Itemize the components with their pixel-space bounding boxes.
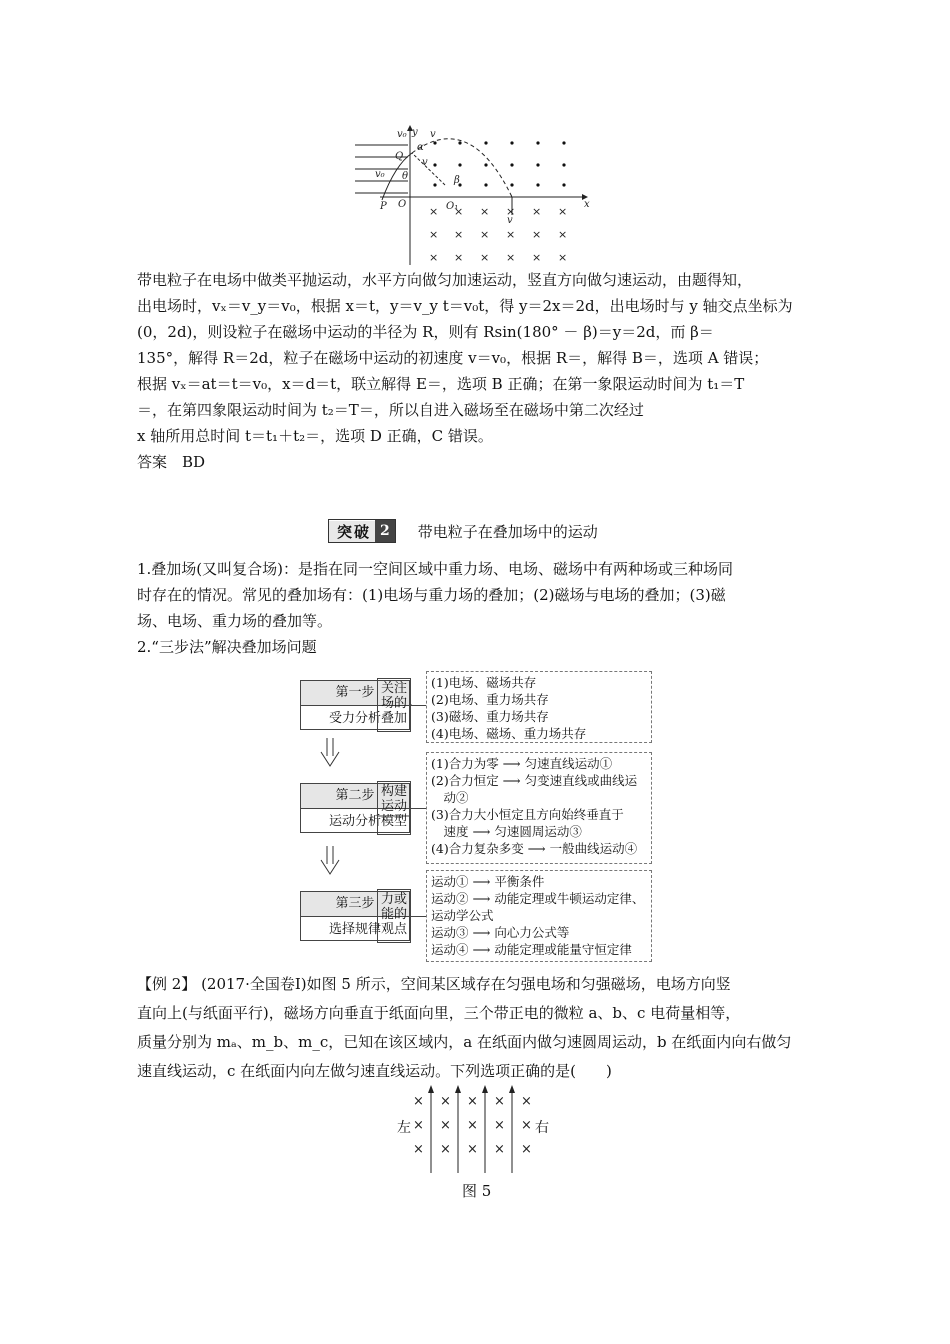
svg-text:×: × bbox=[521, 1142, 532, 1157]
step-3-options bbox=[426, 870, 652, 962]
step-1-options bbox=[426, 671, 652, 743]
svg-text:×: × bbox=[413, 1142, 424, 1157]
section-badge-number: 2 bbox=[375, 520, 395, 542]
svg-text:×: × bbox=[558, 205, 568, 218]
section-heading bbox=[328, 519, 598, 543]
p-label: P bbox=[380, 201, 387, 212]
trajectory-diagram bbox=[350, 125, 600, 265]
solution-paragraph bbox=[137, 267, 817, 475]
v0-top-label: v₀ bbox=[397, 129, 407, 140]
q-label: Q bbox=[395, 151, 404, 162]
text-line: 2.“三步法”解决叠加场问题 bbox=[137, 638, 317, 656]
option-line: 运动④ ⟶ 动能定理或能量守恒定律 bbox=[431, 942, 632, 957]
focus-line: 运动 bbox=[380, 799, 407, 814]
svg-text:×: × bbox=[440, 1094, 451, 1109]
step-2-title: 第二步 bbox=[301, 784, 409, 809]
focus-line: 关注 bbox=[380, 681, 407, 696]
svg-text:×: × bbox=[480, 251, 490, 264]
origin-label: O bbox=[398, 199, 407, 210]
svg-text:×: × bbox=[494, 1142, 505, 1157]
svg-text:×: × bbox=[440, 1142, 451, 1157]
svg-text:×: × bbox=[532, 251, 542, 264]
connector bbox=[411, 916, 426, 917]
focus-line: 力或 bbox=[380, 892, 407, 907]
focus-line: 模型 bbox=[380, 814, 407, 829]
focus-line: 观点 bbox=[380, 922, 407, 937]
step-1-focus bbox=[377, 678, 411, 732]
text-line: 135°，解得 R＝2d，粒子在磁场中运动的初速度 v＝v₀，根据 R＝，解得 B＝，选项 A 错误； bbox=[137, 349, 769, 367]
section-title: 带电粒子在叠加场中的运动 bbox=[417, 522, 598, 541]
option-line: (3)磁场、重力场共存 bbox=[431, 709, 549, 724]
text-line: 出电场时，vₓ＝v_y＝v₀，根据 x＝t，y＝v_y t＝v₀t，得 y＝2x＝2d，出电场时与 y 轴交点坐标为 bbox=[137, 297, 793, 315]
double-down-arrow-icon bbox=[318, 846, 342, 876]
text-line: 根据 vₓ＝at＝t＝v₀，x＝d＝t，联立解得 E＝，选项 B 正确；在第一象限运动时间为 t₁＝T bbox=[137, 375, 745, 393]
svg-text:×: × bbox=[429, 228, 439, 241]
v0-left-label: v₀ bbox=[375, 169, 385, 180]
text-line: 1.叠加场(又叫复合场)：是指在同一空间区域中重力场、电场、磁场中有两种场或三种场同 bbox=[137, 560, 734, 578]
text-line: ＝，在第四象限运动时间为 t₂＝T＝，所以自进入磁场至在磁场中第二次经过 bbox=[137, 401, 644, 419]
section-badge bbox=[328, 519, 396, 543]
section-badge-text: 突破 bbox=[329, 521, 375, 542]
option-line: 运动③ ⟶ 向心力公式等 bbox=[431, 925, 570, 940]
step-1-title: 第一步 bbox=[301, 681, 409, 706]
svg-text:×: × bbox=[454, 228, 464, 241]
v-bottom-label: v bbox=[507, 215, 513, 226]
svg-text:×: × bbox=[506, 228, 516, 241]
text-line: 带电粒子在电场中做类平抛运动，水平方向做匀加速运动，竖直方向做匀速运动，由题得知， bbox=[137, 271, 753, 289]
option-line: (4)电场、磁场、重力场共存 bbox=[431, 726, 587, 741]
svg-text:×: × bbox=[467, 1118, 478, 1133]
alpha-label: α bbox=[417, 142, 424, 153]
theta-label: θ bbox=[402, 171, 409, 182]
step-3-title: 第三步 bbox=[301, 892, 409, 917]
option-line: (2)合力恒定 ⟶ 匀变速直线或曲线运 bbox=[431, 773, 638, 788]
example-line: 速直线运动，c 在纸面内向左做匀速直线运动。下列选项正确的是( ) bbox=[137, 1062, 612, 1080]
intro-paragraph bbox=[137, 556, 817, 660]
svg-text:×: × bbox=[480, 205, 490, 218]
step-2-focus bbox=[377, 781, 411, 835]
svg-text:×: × bbox=[429, 205, 439, 218]
svg-text:×: × bbox=[429, 251, 439, 264]
svg-text:×: × bbox=[506, 251, 516, 264]
svg-text:×: × bbox=[494, 1094, 505, 1109]
right-label: 右 bbox=[535, 1120, 549, 1136]
focus-line: 能的 bbox=[380, 907, 407, 922]
option-line: (4)合力复杂多变 ⟶ 一般曲线运动④ bbox=[431, 841, 638, 856]
step-1-name: 受力分析 bbox=[328, 711, 381, 726]
svg-text:×: × bbox=[521, 1118, 532, 1133]
svg-text:×: × bbox=[532, 228, 542, 241]
text-line: x 轴所用总时间 t＝t₁＋t₂＝，选项 D 正确，C 错误。 bbox=[137, 427, 493, 445]
focus-line: 叠加 bbox=[380, 711, 407, 726]
v-top-label: v bbox=[430, 129, 436, 140]
svg-text:×: × bbox=[558, 251, 568, 264]
connector bbox=[411, 705, 426, 706]
svg-text:×: × bbox=[558, 228, 568, 241]
answer-line: 答案 BD bbox=[137, 453, 206, 471]
step-3-focus bbox=[377, 889, 411, 943]
left-label: 左 bbox=[397, 1120, 411, 1136]
option-line: 运动学公式 bbox=[431, 908, 494, 923]
y-axis-label: y bbox=[412, 127, 418, 138]
text-line: 场、电场、重力场的叠加等。 bbox=[137, 612, 333, 630]
focus-line: 构建 bbox=[380, 784, 407, 799]
option-line: 速度 ⟶ 匀速圆周运动③ bbox=[431, 824, 582, 839]
double-down-arrow-icon bbox=[318, 738, 342, 768]
svg-text:×: × bbox=[532, 205, 542, 218]
svg-text:×: × bbox=[506, 205, 516, 218]
svg-text:×: × bbox=[480, 228, 490, 241]
svg-text:×: × bbox=[440, 1118, 451, 1133]
o1-label: O₁ bbox=[446, 201, 459, 212]
svg-text:×: × bbox=[454, 251, 464, 264]
svg-text:×: × bbox=[521, 1094, 532, 1109]
step-2-options bbox=[426, 752, 652, 864]
option-line: (1)合力为零 ⟶ 匀速直线运动① bbox=[431, 756, 613, 771]
example-paragraph bbox=[137, 970, 817, 1086]
step-3-name: 选择规律 bbox=[328, 922, 381, 937]
example-line: 【例 2】 (2017·全国卷Ⅰ)如图 5 所示，空间某区域存在匀强电场和匀强磁场，电场方向竖 bbox=[137, 975, 731, 993]
svg-text:×: × bbox=[467, 1142, 478, 1157]
example-line: 质量分别为 mₐ、m_b、m_c，已知在该区域内，a 在纸面内做匀速圆周运动，b 在纸面内向右做匀 bbox=[137, 1033, 792, 1051]
svg-text:×: × bbox=[413, 1118, 424, 1133]
svg-text:×: × bbox=[413, 1094, 424, 1109]
focus-line: 场的 bbox=[380, 696, 407, 711]
option-line: 动② bbox=[431, 790, 469, 805]
option-line: 运动① ⟶ 平衡条件 bbox=[431, 874, 545, 889]
svg-text:×: × bbox=[494, 1118, 505, 1133]
svg-text:×: × bbox=[454, 205, 464, 218]
figure-caption: 图 5 bbox=[462, 1182, 492, 1200]
connector bbox=[411, 808, 426, 809]
option-line: 运动② ⟶ 动能定理或牛顿运动定律、 bbox=[431, 891, 645, 906]
svg-text:×: × bbox=[467, 1094, 478, 1109]
beta-label: β bbox=[454, 175, 460, 186]
option-line: (2)电场、重力场共存 bbox=[431, 692, 549, 707]
x-axis-label: x bbox=[584, 199, 590, 210]
text-line: (0，2d)，则设粒子在磁场中运动的半径为 R，则有 Rsin(180° － β)＝y＝2d，而 β＝ bbox=[137, 323, 714, 341]
text-line: 时存在的情况。常见的叠加场有：(1)电场与重力场的叠加；(2)磁场与电场的叠加；(3)磁 bbox=[137, 586, 726, 604]
example-line: 直向上(与纸面平行)，磁场方向垂直于纸面向里，三个带正电的微粒 a、b、c 电荷量相等， bbox=[137, 1004, 741, 1022]
option-line: (1)电场、磁场共存 bbox=[431, 675, 537, 690]
option-line: (3)合力大小恒定且方向始终垂直于 bbox=[431, 807, 624, 822]
step-2-name: 运动分析 bbox=[328, 814, 381, 829]
v-mid-label: v bbox=[422, 157, 428, 168]
